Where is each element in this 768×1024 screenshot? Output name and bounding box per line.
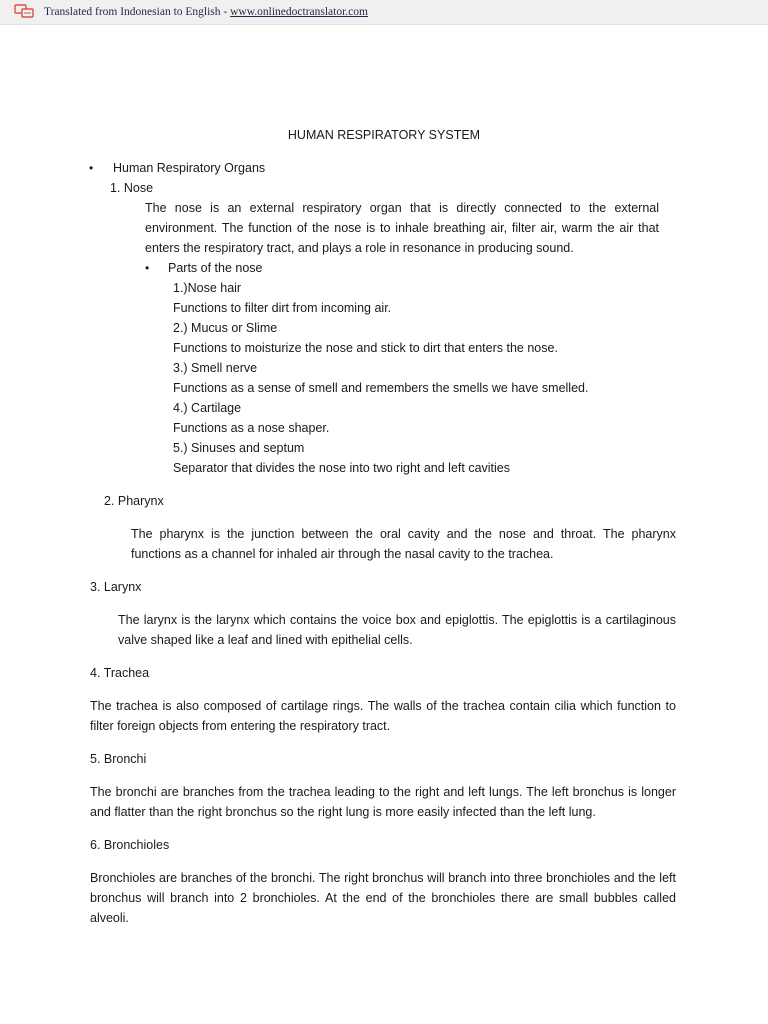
nose-heading: 1. Nose xyxy=(110,181,154,195)
part-name: 1.)Nose hair xyxy=(173,281,242,295)
bronchioles-text: Bronchioles are branches of the bronchi. The right bronchus will branch into three bronchioles and the left bronchus will branch into 2 bronchioles. At the end of the bronchioles there are small bubbles called alveoli. xyxy=(90,871,676,925)
bullet-icon: • xyxy=(89,161,94,175)
pharynx-heading: 2. Pharynx xyxy=(104,494,164,508)
bronchioles-heading: 6. Bronchioles xyxy=(90,838,170,852)
part-name: 5.) Sinuses and septum xyxy=(173,441,305,455)
part-name: 4.) Cartilage xyxy=(173,401,242,415)
translate-icon xyxy=(14,4,36,18)
part-name: 3.) Smell nerve xyxy=(173,361,258,375)
translation-banner xyxy=(0,0,768,25)
part-function: Separator that divides the nose into two right and left cavities xyxy=(173,461,510,475)
larynx-heading: 3. Larynx xyxy=(90,580,142,594)
banner-text: Translated from Indonesian to English - xyxy=(44,6,231,18)
part-function: Functions to filter dirt from incoming air. xyxy=(173,301,392,315)
section-heading: Human Respiratory Organs xyxy=(113,161,266,175)
bullet-icon: • xyxy=(145,261,150,275)
parts-heading: Parts of the nose xyxy=(168,261,263,275)
trachea-heading: 4. Trachea xyxy=(90,666,150,680)
part-function: Functions as a nose shaper. xyxy=(173,421,330,435)
part-name: 2.) Mucus or Slime xyxy=(173,321,278,335)
nose-description: The nose is an external respiratory organ that is directly connected to the external environment. The function of the nose is to inhale breathing air, filter air, warm the air that enters the respiratory tract, and plays a role in resonance in producing sound. xyxy=(145,201,659,255)
part-function: Functions as a sense of smell and remembers the smells we have smelled. xyxy=(173,381,589,395)
document-title: HUMAN RESPIRATORY SYSTEM xyxy=(287,128,481,142)
trachea-text: The trachea is also composed of cartilage rings. The walls of the trachea contain cilia which function to filter foreign objects from entering the respiratory tract. xyxy=(90,699,676,733)
part-function: Functions to moisturize the nose and stick to dirt that enters the nose. xyxy=(173,341,558,355)
pharynx-text: The pharynx is the junction between the oral cavity and the nose and throat. The pharynx functions as a channel for inhaled air through the nasal cavity to the trachea. xyxy=(131,527,676,561)
bronchi-heading: 5. Bronchi xyxy=(90,752,147,766)
larynx-text: The larynx is the larynx which contains the voice box and epiglottis. The epiglottis is a cartilaginous valve shaped like a leaf and lined with epithelial cells. xyxy=(118,613,676,647)
bronchi-text: The bronchi are branches from the trachea leading to the right and left lungs. The left bronchus is longer and flatter than the right bronchus so the right lung is more easily infected than the left lung. xyxy=(90,785,676,819)
translator-link[interactable]: www.onlinedoctranslator.com xyxy=(230,6,368,18)
